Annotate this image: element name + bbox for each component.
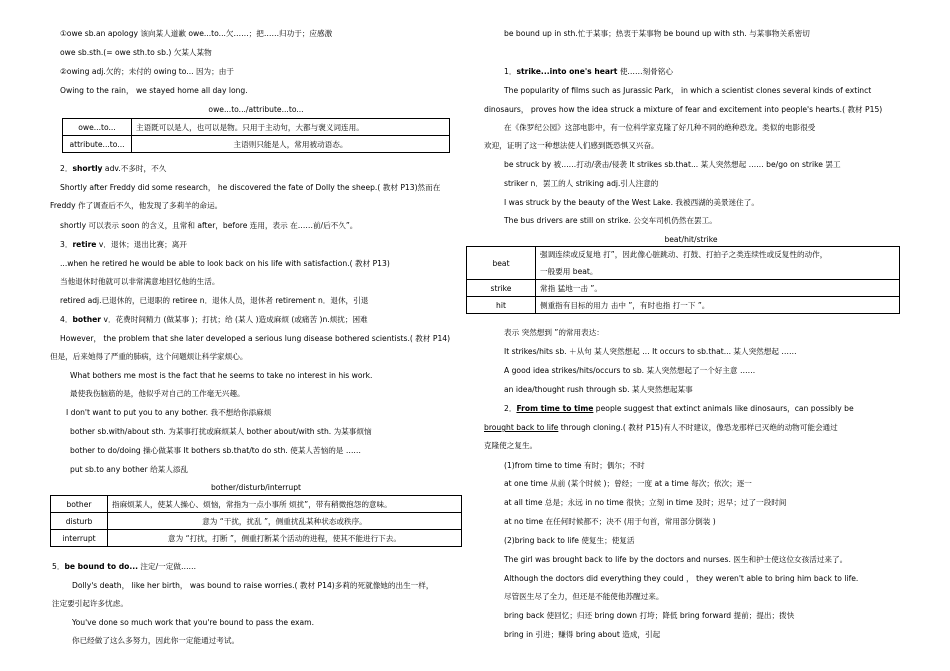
table-row <box>51 513 462 530</box>
text-line: at one time 从前 (某个时候 )；曾经；一度 at a time 每次；依次；逐一 <box>504 479 752 488</box>
table-title: owe...to.../attribute...to... <box>208 105 304 114</box>
text-line: It strikes/hits sb. ＋从句 某人突然想起 … It occurs to sb.that... 某人突然想起 …… <box>504 347 797 356</box>
text-line: Owing to the rain， we stayed home all day long. <box>60 86 248 95</box>
text-line: The bus drivers are still on strike. 公交车司机仍然在罢工。 <box>504 216 717 225</box>
table-key: disturb <box>51 513 108 530</box>
owe-attribute-table <box>62 118 450 153</box>
text-line: be bound up in sth.忙于某事；热衷于某事物 be bound up with sth. 与某事物关系密切 <box>504 29 810 38</box>
text-line: dinosaurs， proves how the idea struck a mixture of fear and excitement into people's hearts.( 教材 P15) <box>484 105 883 114</box>
keyword: bother <box>72 315 102 324</box>
table-value: 主语既可以是人，也可以是物。只用于主动句，大都与褒义词连用。 <box>132 119 450 136</box>
text-line: 表示 突然想到 ”的常用表达： <box>504 328 604 337</box>
text-line: ①owe sb.an apology 该向某人道歉 owe...to...欠……；把……归功于；应感激 <box>60 29 333 38</box>
text-line: bring in 引进；赚得 bring about 造成，引起 <box>504 630 661 639</box>
table-value: 指麻烦某人，使某人操心、烦恼，常指为一点小事所 烦扰”，带有稍微抱怨的意味。 <box>108 496 462 513</box>
text-line: I was struck by the beauty of the West Lake. 我被西湖的美景迷住了。 <box>504 198 759 207</box>
text-line: You've done so much work that you're bound to pass the exam. <box>72 618 314 627</box>
table-value: 意为 “干扰，扰乱 ”，侧重扰乱某种状态或秩序。 <box>108 513 462 530</box>
table-row <box>63 136 450 153</box>
table-value: 强调连续或反复地 打”，因此像心脏跳动、打鼓、打拍子之类连续性或反复性的动作， 一般要用 beat。 <box>536 247 900 280</box>
text-line: The popularity of films such as Jurassic Park， in which a scientist clones several kinds of extinct <box>504 86 872 95</box>
text-line: ...when he retired he would be able to look back on his life with satisfaction.( 教材 P13) <box>60 259 390 268</box>
text-line: A good idea strikes/hits/occurs to sb. 某人突然想起了一个好主意 …… <box>504 366 756 375</box>
text-line: 你已经做了这么多努力，因此你一定能通过考试。 <box>72 636 240 645</box>
text-line: Freddy 作了调查后不久，他发现了多莉羊的命运。 <box>50 201 223 210</box>
text-line: What bothers me most is the fact that he seems to take no interest in his work. <box>70 371 373 380</box>
text-line: retired adj.已退休的，已退职的 retiree n．退休人员，退休者 retirement n．退休，引退 <box>60 296 369 305</box>
keyword: strike...into one's heart <box>516 67 618 76</box>
text-line: owe sb.sth.(= owe sth.to sb.) 欠某人某物 <box>60 48 212 57</box>
table-title: beat/hit/strike <box>664 235 718 244</box>
text-line: 当他退休时他就可以非常满意地回忆他的生活。 <box>60 277 220 286</box>
table-key: interrupt <box>51 530 108 547</box>
section-heading: 1．strike...into one's heart 使……刻骨铭心 <box>504 67 673 76</box>
table-row <box>467 247 900 280</box>
table-key: beat <box>467 247 536 280</box>
text-line: an idea/thought rush through sb. 某人突然想起某事 <box>504 385 693 394</box>
section-heading: 2．From time to time people suggest that extinct animals like dinosaurs，can possibly be <box>504 404 854 413</box>
text-line: Shortly after Freddy did some research， he discovered the fate of Dolly the sheep.( 教材 P13)然而在 <box>60 183 441 192</box>
table-key: strike <box>467 280 536 297</box>
text-line: at no time 在任何时候都不；决不 (用于句首，常用部分倒装 ) <box>504 517 716 526</box>
text-line: bother sb.with/about sth. 为某事打扰或麻烦某人 bother about/with sth. 为某事烦恼 <box>70 427 372 436</box>
bother-disturb-table <box>50 495 462 547</box>
text-line: striker n．罢工的人 striking adj.引人注意的 <box>504 179 659 188</box>
text-line: However， the problem that she later developed a serious lung disease bothered scientists.( 教材 P14) <box>60 334 451 343</box>
text-line: bother to do/doing 操心做某事 It bothers sb.that/to do sth. 使某人苦恼的是 …… <box>70 446 362 455</box>
keyword: brought back to life <box>484 423 559 432</box>
text-line: be struck by 被……打动/袭击/侵袭 It strikes sb.that... 某人突然想起 …… be/go on strike 罢工 <box>504 160 841 169</box>
text-line: (2)bring back to life 使复生；使复活 <box>504 536 635 545</box>
section-heading: 3．retire v．退休；退出比赛；离开 <box>60 240 187 249</box>
text-line: 尽管医生尽了全力，但还是不能使他苏醒过来。 <box>504 592 664 601</box>
table-row <box>51 496 462 513</box>
text-line: brought back to life through cloning.( 教材 P15)有人不时建议，像恐龙那样已灭绝的动物可能会通过 <box>484 423 838 432</box>
text-line: 在《侏罗纪公园》这部电影中，有一位科学家克隆了好几种不同的绝种恐龙。类似的电影很受 <box>504 123 816 132</box>
table-row <box>51 530 462 547</box>
table-key: bother <box>51 496 108 513</box>
table-value: 常指 猛地一击 ”。 <box>536 280 900 297</box>
beat-hit-strike-table <box>466 246 900 314</box>
keyword: be bound to do... <box>64 562 139 571</box>
text-line: shortly 可以表示 soon 的含义，且常和 after，before 连用，表示 在……前/后不久”。 <box>60 221 358 230</box>
table-row <box>63 119 450 136</box>
table-value: 侧重指有目标的用力 击中 ”，有时也指 打一下 ”。 <box>536 297 900 314</box>
section-heading: 4．bother v．花费时间精力 (做某事 )；打扰；给 (某人 )造成麻烦 (或痛苦 )n.烦扰；困难 <box>60 315 368 324</box>
text-line: bring back 使回忆；归还 bring down 打垮；降低 bring forward 提前；提出；拨快 <box>504 611 795 620</box>
table-value: 主语则只能是人，常用被动语态。 <box>132 136 450 153</box>
table-row <box>467 280 900 297</box>
text-line: put sb.to any bother 给某人添乱 <box>70 465 189 474</box>
text-line: Although the doctors did everything they could ， they weren't able to bring him back to life. <box>504 574 859 583</box>
table-key: owe...to... <box>63 119 132 136</box>
text-line: 克隆使之复生。 <box>484 441 538 450</box>
text-line: I don't want to put you to any bother. 我不想给你添麻烦 <box>66 408 272 417</box>
keyword: retire <box>72 240 97 249</box>
text-line: Dolly's death， like her birth， was bound to raise worries.( 教材 P14)多莉的死就像她的出生一样， <box>72 581 434 590</box>
table-key: hit <box>467 297 536 314</box>
text-line: 欢迎，证明了这一种想法使人们感到既恐惧又兴奋。 <box>484 141 659 150</box>
text-line: The girl was brought back to life by the doctors and nurses. 医生和护士使这位女孩活过来了。 <box>504 555 848 564</box>
table-value: 意为 “打扰，打断 ”，侧重打断某个活动的进程，使其不能进行下去。 <box>108 530 462 547</box>
table-key: attribute...to... <box>63 136 132 153</box>
text-line: at all time 总是；永远 in no time 很快；立刻 in time 及时；迟早；过了一段时间 <box>504 498 787 507</box>
keyword: shortly <box>72 164 103 173</box>
keyword: From time to time <box>516 404 594 413</box>
table-row <box>467 297 900 314</box>
text-line: 注定要引起许多忧虑。 <box>52 599 128 608</box>
text-line: 最使我伤脑筋的是，他似乎对自己的工作毫无兴趣。 <box>70 389 245 398</box>
section-heading: 2．shortly adv.不多时，不久 <box>60 164 167 173</box>
text-line: ②owing adj.欠的；未付的 owing to... 因为；由于 <box>60 67 234 76</box>
section-heading: 5．be bound to do... 注定/一定做…… <box>52 562 197 571</box>
text-line: 但是，后来她得了严重的肺病，这个问题烦让科学家烦心。 <box>50 352 248 361</box>
text-line: (1)from time to time 有时；偶尔；不时 <box>504 461 645 470</box>
table-title: bother/disturb/interrupt <box>210 483 302 492</box>
